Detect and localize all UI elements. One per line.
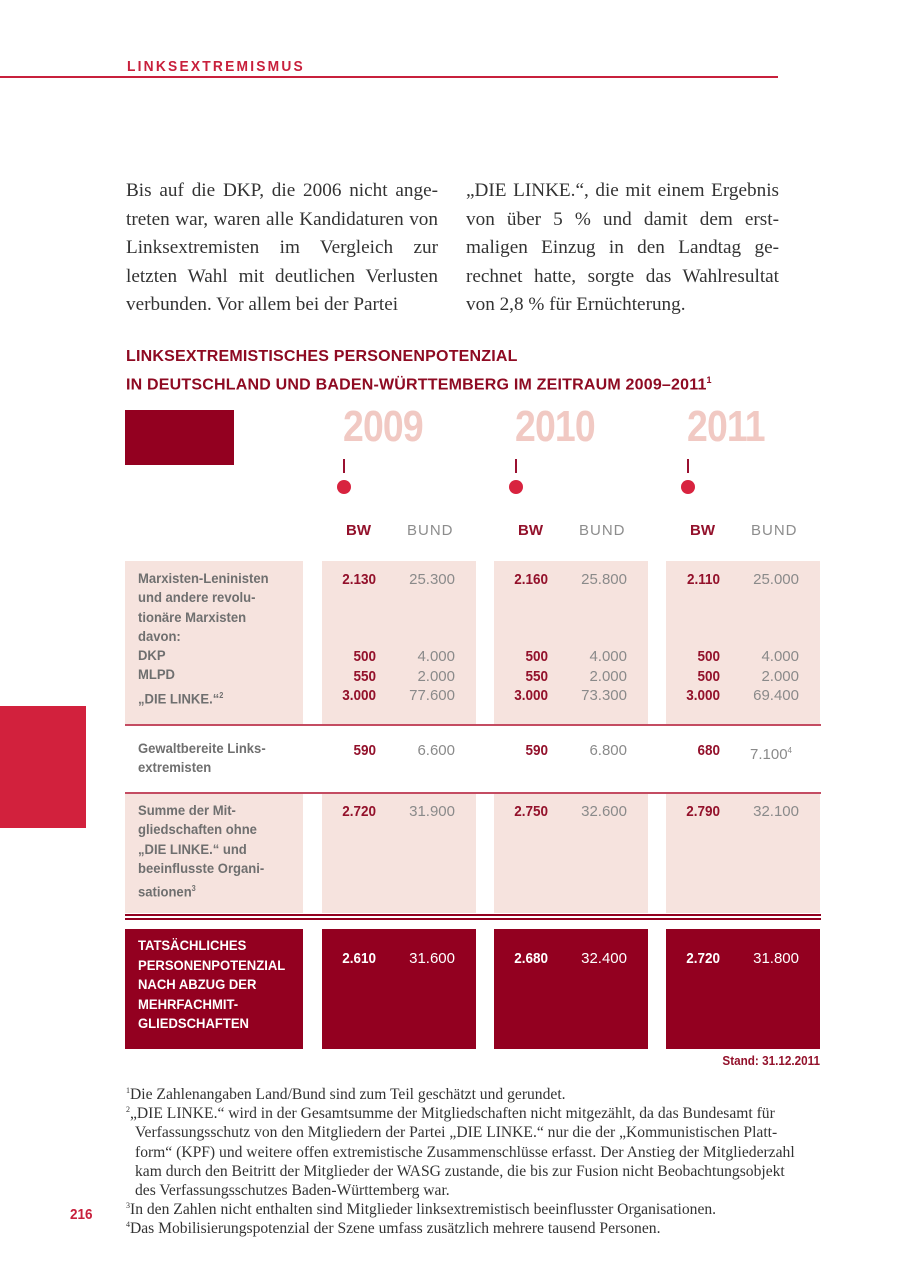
values-2010-marxisten-bund: 25.800 4.000 2.000 73.300 — [581, 571, 627, 704]
footnote-3: $^3$In den Zahlen nicht enthalten sind Mitglieder linksextremistisch beeinflusster Organisationen. — [126, 1201, 717, 1219]
row-label-gewaltbereite: Gewaltbereite Links- extremisten — [138, 741, 266, 777]
value-bw-2011-total: 2.720 — [686, 950, 720, 967]
double-rule-bottom — [125, 918, 821, 920]
col-header-bw: BW — [690, 522, 715, 539]
table-title-line2: IN DEUTSCHLAND UND BADEN-WÜRTTEMBERG IM ZEITRAUM 2009–2011$^1$ — [126, 375, 712, 394]
value-bw-2009-summe: 2.720 — [342, 803, 376, 820]
col-header-bund: BUND — [751, 522, 798, 539]
row-label-summe: Summe der Mit- gliedschaften ohne „DIE LINKE.“ und beeinflusste Organi- sationen$^3$ — [138, 803, 265, 901]
timeline-dot — [337, 480, 351, 494]
value-bund-2010-total: 32.400 — [581, 950, 627, 967]
row-label-marxisten: Marxisten-Leninisten und andere revolu- tionäre Marxisten davon: DKP MLPD „DIE LINKE.“$^2$ — [138, 571, 269, 708]
side-tab-marker — [0, 706, 86, 828]
value-bund-2010-gewalt: 6.800 — [589, 742, 627, 759]
row-bg-dark — [494, 929, 648, 1049]
footnote-4: $^4$Das Mobilisierungspotenzial der Szene umfass zusätzlich mehrere tausend Personen. — [126, 1220, 661, 1238]
stand-date: Stand: 31.12.2011 — [722, 1053, 820, 1068]
footnote-2: $^2$„DIE LINKE.“ wird in der Gesamtsumme der Mitgliedschaften nicht mitgezählt, da das Bundesamt für Verfassungsschutz von den Mitgliedern der Partei „DIE LINKE.“ nur die der „Kommunistischen Platt- form“ (KPF) und weitere offen extremistische Zusammenschlüsse erfasst. Der Anstieg der Mitgliederzahl kam durch den Beitritt der Mitglieder der WASG zustande, die bis zur Fusion nicht Beobachtungsobjekt des Verfassungsschutzes Baden-Württemberg war. — [126, 1105, 795, 1199]
footnote-1: $^1$Die Zahlenangaben Land/Bund sind zum Teil geschätzt und gerundet. — [126, 1086, 566, 1104]
row-divider — [125, 724, 821, 726]
body-text-left: Bis auf die DKP, die 2006 nicht angetreten war, waren alle Kandidaturen von Linksextremisten im Vergleich zur letzten Wahl mit deutlichen Verlusten verbunden. Vor allem bei der Partei — [126, 180, 438, 316]
value-bund-2010-summe: 32.600 — [581, 803, 627, 820]
double-rule-top — [125, 914, 821, 916]
values-2009-marxisten-bund: 25.300 4.000 2.000 77.600 — [409, 571, 455, 704]
page-number: 216 — [70, 1206, 93, 1223]
year-2010: 2010 — [515, 402, 595, 451]
value-bund-2011-gewalt: 7.100$^4$ — [750, 746, 792, 763]
col-header-bw: BW — [518, 522, 543, 539]
value-bund-2011-summe: 32.100 — [753, 803, 799, 820]
timeline-tick — [343, 459, 345, 473]
value-bund-2009-total: 31.600 — [409, 950, 455, 967]
year-2009: 2009 — [343, 402, 423, 451]
value-bund-2009-summe: 31.900 — [409, 803, 455, 820]
value-bw-2009-gewalt: 590 — [353, 742, 376, 759]
timeline-tick — [687, 459, 689, 473]
values-2011-marxisten: 2.110 500 500 3.000 — [686, 571, 720, 704]
value-bw-2010-summe: 2.750 — [514, 803, 548, 820]
col-header-bund: BUND — [579, 522, 626, 539]
value-bw-2010-gewalt: 590 — [525, 742, 548, 759]
value-bw-2011-summe: 2.790 — [686, 803, 720, 820]
values-2010-marxisten: 2.160 500 550 3.000 — [514, 571, 548, 704]
timeline-dot — [681, 480, 695, 494]
year-2011: 2011 — [687, 402, 765, 451]
row-bg-dark — [322, 929, 476, 1049]
timeline-dot — [509, 480, 523, 494]
col-header-bund: BUND — [407, 522, 454, 539]
value-bund-2009-gewalt: 6.600 — [417, 742, 455, 759]
body-text-right: „DIE LINKE.“, die mit einem Ergebnis von über 5 % und damit dem erstmaligen Einzug in den Landtag gerechnet hatte, sorgte das Wahlresultat von 2,8 % für Ernüchterung. — [466, 180, 779, 316]
values-2009-marxisten: 2.130 500 550 3.000 — [342, 571, 376, 704]
timeline-tick — [515, 459, 517, 473]
value-bund-2011-total: 31.800 — [753, 950, 799, 967]
values-2011-marxisten-bund: 25.000 4.000 2.000 69.400 — [753, 571, 799, 704]
header-rule — [0, 76, 778, 78]
table-title-line1: LINKSEXTREMISTISCHES PERSONENPOTENZIAL — [126, 348, 518, 365]
value-bw-2011-gewalt: 680 — [697, 742, 720, 759]
section-title: LINKSEXTREMISMUS — [127, 58, 305, 75]
row-bg-dark — [666, 929, 820, 1049]
col-header-bw: BW — [346, 522, 371, 539]
value-bw-2009-total: 2.610 — [342, 950, 376, 967]
footnote-ref: 1 — [706, 375, 712, 385]
value-bw-2010-total: 2.680 — [514, 950, 548, 967]
decorative-box — [125, 410, 234, 465]
row-label-tatsaechlich: TATSÄCHLICHES PERSONENPOTENZIAL NACH ABZUG DER MEHRFACHMIT- GLIEDSCHAFTEN — [138, 938, 286, 1033]
